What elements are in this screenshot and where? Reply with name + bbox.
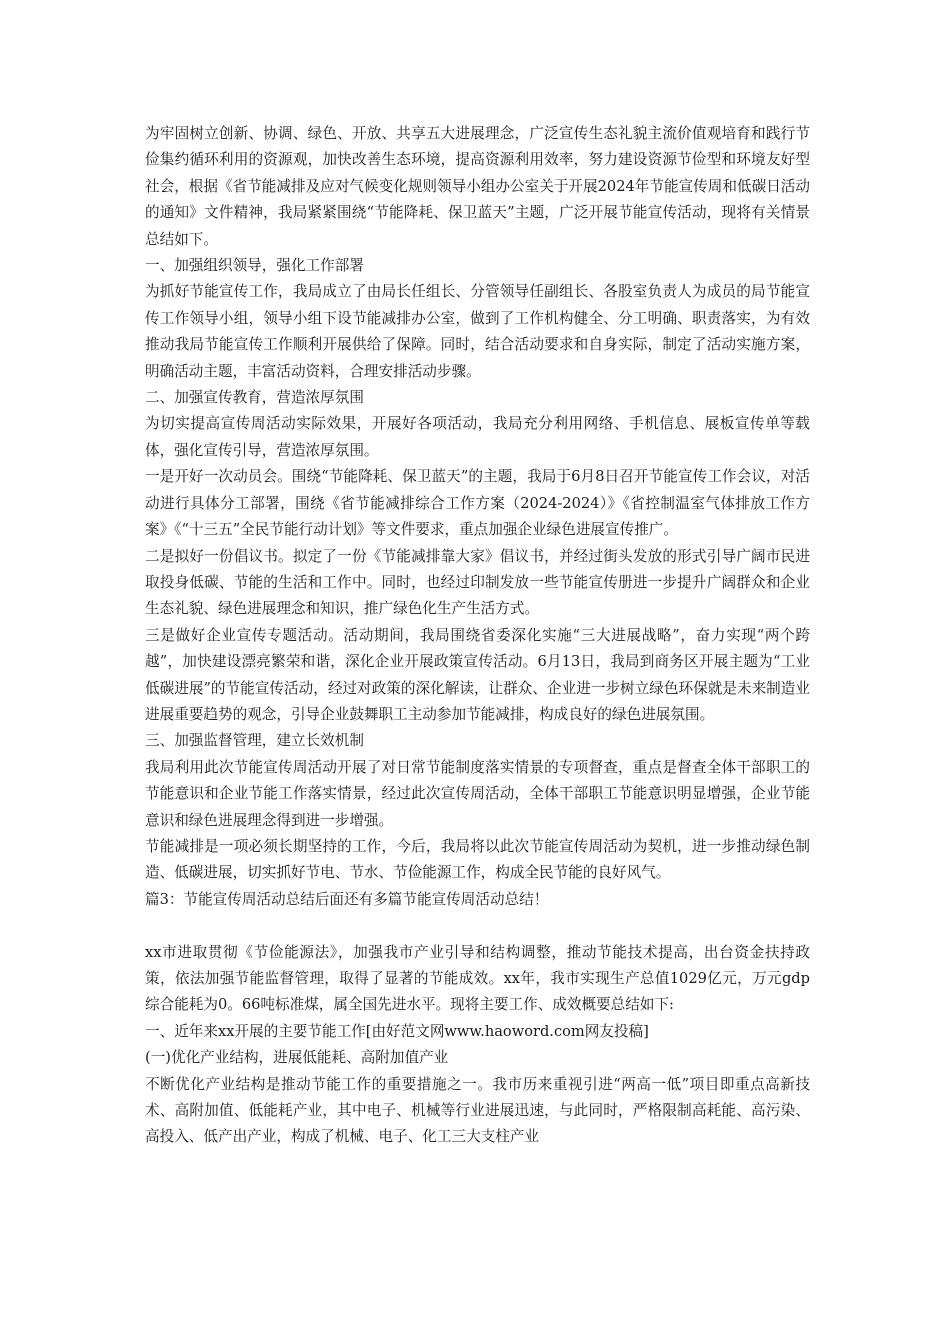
paragraph: 我局利用此次节能宣传周活动开展了对日常节能制度落实情景的专项督查，重点是督查全体干部职工的节能意识和企业节能工作落实情景，经过此次宣传周活动，全体干部职工节能意识明显增强，企业节能意识和绿色进展理念得到进一步增强。 [145,758,810,829]
paragraph: 二是拟好一份倡议书。拟定了一份《节能减排靠大家》倡议书，并经过街头发放的形式引导广阔市民进取投身低碳、节能的生活和工作中。同时，也经过印制发放一些节能宣传册进一步提升广阔群众和企业生态礼貌、绿色进展理念和知识，推广绿色化生产生活方式。 [145,547,810,618]
paragraph: 为切实提高宣传周活动实际效果，开展好各项活动，我局充分利用网络、手机信息、展板宣传单等载体，强化宣传引导，营造浓厚氛围。 [145,415,810,459]
paragraph: xx市进取贯彻《节俭能源法》，加强我市产业引导和结构调整，推动节能技术提高，出台资金扶持政策，依法加强节能监督管理，取得了显著的节能成效。xx年，我市实现生产总值1029亿元，万元gdp综合能耗为0。66吨标准煤，属全国先进水平。现将主要工作、成效概要总结如下: [145,943,810,1014]
paragraph: 不断优化产业结构是推动节能工作的重要措施之一。我市历来重视引进“两高一低”项目即重点高新技术、高附加值、低能耗产业，其中电子、机械等行业进展迅速，与此同时，严格限制高耗能、高污染、高投入、低产出产业，构成了机械、电子、化工三大支柱产业 [145,1075,810,1146]
section-heading-4: 一、近年来xx开展的主要节能工作[由好范文网www.haoword.com网友投稿] [145,1022,649,1040]
subsection-heading: (一)优化产业结构，进展低能耗、高附加值产业 [145,1049,449,1067]
paragraph: 节能减排是一项必须长期坚持的工作，今后，我局将以此次节能宣传周活动为契机，进一步推动绿色制造、低碳进展，切实抓好节电、节水、节俭能源工作，构成全民节能的良好风气。 [145,837,810,882]
paragraph: 为抓好节能宣传工作，我局成立了由局长任组长、分管领导任副组长、各股室负责人为成员的局节能宣传工作领导小组，领导小组下设节能减排办公室，做到了工作机构健全、分工明确、职责落实，为有效推动我局节能宣传工作顺利开展供给了保障。同时，结合活动要求和自身实际，制定了活动实施方案，明确活动主题，丰富活动资料，合理安排活动步骤。 [145,283,810,380]
paragraph: 一是开好一次动员会。围绕“节能降耗、保卫蓝天”的主题，我局于6月8日召开节能宣传工作会议，对活动进行具体分工部署，围绕《省节能减排综合工作方案（2024-2024）》《省控制温室气体排放工作方案》《“十三五”全民节能行动计划》等文件要求，重点加强企业绿色进展宣传推广。 [145,468,810,539]
paragraph: 三是做好企业宣传专题活动。活动期间，我局围绕省委深化实施“三大进展战略”，奋力实现“两个跨越”，加快建设漂亮繁荣和谐，深化企业开展政策宣传活动。6月13日，我局到商务区开展主题为“工业低碳进展”的节能宣传活动，经过对政策的深化解读，让群众、企业进一步树立绿色环保就是未来制造业进展重要趋势的观念，引导企业鼓舞职工主动参加节能减排，构成良好的绿色进展氛围。 [145,626,810,723]
blank-line [145,913,810,939]
section-heading-3: 三、加强监督管理，建立长效机制 [145,732,364,750]
section-heading-2: 二、加强宣传教育，营造浓厚氛围 [145,389,364,407]
article-title-line: 篇3：节能宣传周活动总结后面还有多篇节能宣传周活动总结！ [145,890,549,908]
section-heading-1: 一、加强组织领导，强化工作部署 [145,257,364,275]
document-body [145,121,810,1151]
paragraph-intro: 为牢固树立创新、协调、绿色、开放、共享五大进展理念，广泛宣传生态礼貌主流价值观培育和践行节俭集约循环利用的资源观，加快改善生态环境，提高资源利用效率，努力建设资源节俭型和环境友好型社会，根据《省节能减排及应对气候变化规则领导小组办公室关于开展2024年节能宣传周和低碳日活动的通知》文件精神，我局紧紧围绕“节能降耗、保卫蓝天”主题，广泛开展节能宣传活动，现将有关情景总结如下。 [145,125,810,248]
